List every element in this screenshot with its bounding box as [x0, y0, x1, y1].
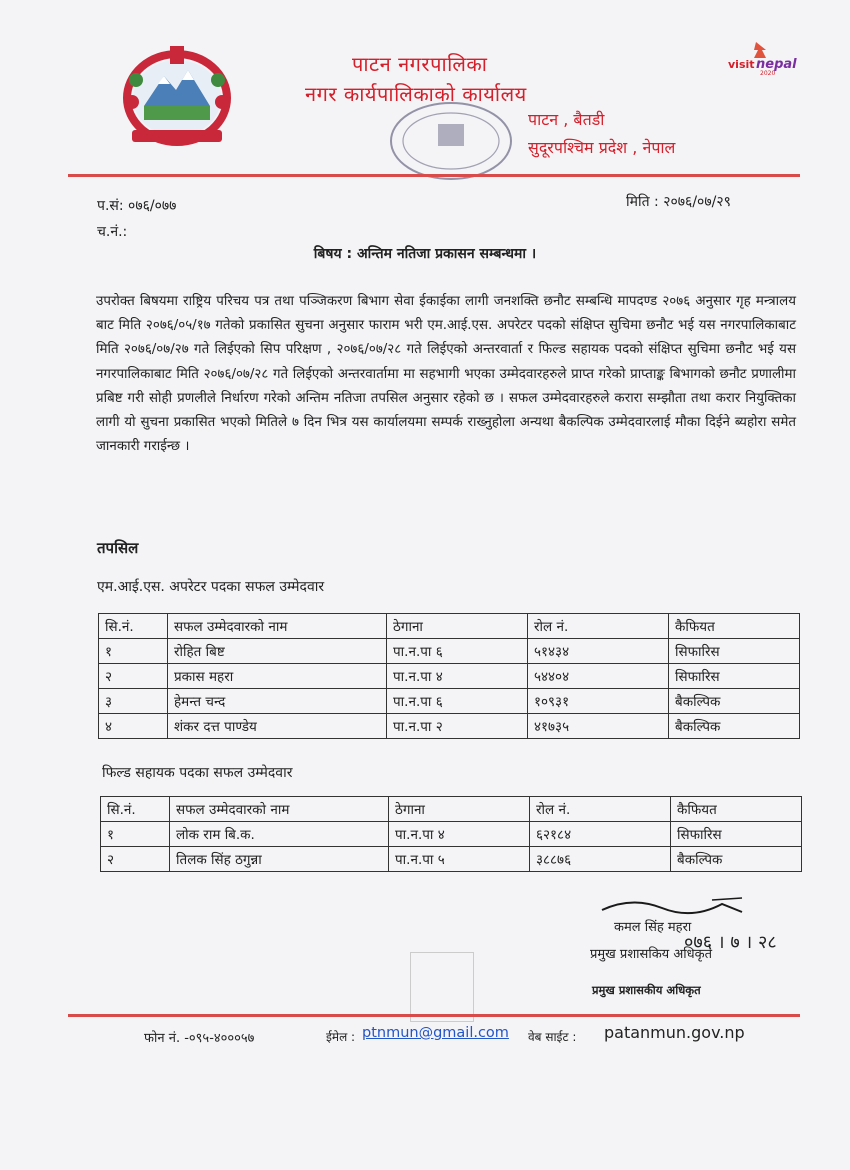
- office-province: सुदूरपश्चिम प्रदेश , नेपाल: [528, 138, 676, 157]
- signatory-name: कमल सिंह महरा: [614, 920, 692, 935]
- header-remarks: कैफियत: [669, 614, 800, 639]
- body-paragraph: उपरोक्त बिषयमा राष्ट्रिय परिचय पत्र तथा पञ्जिकरण बिभाग सेवा ईकाईका लागी जनशक्ति छनौट सम्बन्धि मापदण्ड २०७६ अनुसार गृह मन्त्रालय बाट मिति २०७६/०५/१७ गतेको प्रकासित सुचना अनुसार फाराम भरी एम.आई.एस. अपरेटर पदको संक्षिप्त सुचिमा छनौट भई यस नगरपालिकाबाट मिति २०७६/०७/२७ गते लिईएको सिप परिक्षण , २०७६/०७/२८ गते लिईएको अन्तरवार्ता र फिल्ड सहायक पदको संक्षिप्त सुचिमा छनौट भई यस नगरपालिकाबाट मिति २०७६/०७/२८ गते लिईएको अन्तरवार्तामा मा सहभागी भएका उम्मेदवारहरुले प्राप्त गरेको प्राप्ताङ्क बिभागको छनौट प्रणालीमा प्रबिष्ट गरी सोही प्रणलीले निर्धारण गरेको अन्तिम नतिजा तपसिल अनुसार रहेको छ । सफल उम्मेदवारहरुले करारा सम्झौता तथा करार नियुक्तिका लागी यो सुचना प्रकासित भएको मितिले ७ दिन भित्र यस कार्यालयमा सम्पर्क राख्नुहोला अन्यथा बैकल्पिक उम्मेदवारलाई मौका दिईने ब्यहोरा समेत जानकारी गराईन्छ ।: [96, 294, 796, 455]
- header-divider: [68, 174, 800, 177]
- header-roll: रोल नं.: [528, 614, 669, 639]
- cell-roll: ५४४०४: [528, 664, 669, 689]
- cell-address: पा.न.पा ४: [389, 822, 530, 847]
- nepal-emblem-icon: [114, 40, 240, 150]
- letter-date: मिति : २०७६/०७/२९: [626, 194, 731, 210]
- cell-roll: ५१४३४: [528, 639, 669, 664]
- field-assistant-section-title: फिल्ड सहायक पदका सफल उम्मेदवार: [102, 765, 293, 781]
- cell-serial: १: [99, 639, 168, 664]
- header-remarks: कैफियत: [671, 797, 802, 822]
- cell-address: पा.न.पा २: [387, 714, 528, 739]
- footer-email-link[interactable]: ptnmun@gmail.com: [362, 1025, 509, 1041]
- cell-remarks: बैकल्पिक: [669, 714, 800, 739]
- cell-remarks: बैकल्पिक: [671, 847, 802, 872]
- cell-name: तिलक सिंह ठगुन्ना: [170, 847, 389, 872]
- header-serial: सि.नं.: [101, 797, 170, 822]
- mis-operator-section-title: एम.आई.एस. अपरेटर पदका सफल उम्मेदवार: [97, 579, 325, 595]
- cell-roll: ४१७३५: [528, 714, 669, 739]
- cell-address: पा.न.पा ४: [387, 664, 528, 689]
- office-seal-stamp: [380, 96, 522, 186]
- cell-address: पा.न.पा ६: [387, 639, 528, 664]
- cell-name: हेमन्त चन्द: [168, 689, 387, 714]
- svg-text:2020: 2020: [760, 70, 776, 76]
- cell-remarks: बैकल्पिक: [669, 689, 800, 714]
- table-row: [99, 639, 800, 664]
- cell-name: लोक राम बि.क.: [170, 822, 389, 847]
- mis-operator-results-table: [98, 613, 800, 739]
- header-name: सफल उम्मेदवारको नाम: [168, 614, 387, 639]
- office-address: पाटन , बैतडी: [528, 110, 605, 129]
- cell-remarks: सिफारिस: [671, 822, 802, 847]
- cell-serial: २: [99, 664, 168, 689]
- subject-line: बिषय : अन्तिम नतिजा प्रकासन सम्बन्धमा ।: [313, 246, 537, 262]
- header-address: ठेगाना: [389, 797, 530, 822]
- office-name: नगर कार्यपालिकाको कार्यालय: [305, 82, 527, 106]
- footer-phone: फोन नं. -०९५-४०००५७: [144, 1031, 255, 1046]
- footer-website-link[interactable]: patanmun.gov.np: [604, 1023, 745, 1042]
- cell-name: रोहित बिष्ट: [168, 639, 387, 664]
- reference-number: प.सं: ०७६/०७७: [97, 198, 177, 214]
- table-row: [99, 689, 800, 714]
- header-roll: रोल नं.: [530, 797, 671, 822]
- svg-text:nepal: nepal: [756, 57, 797, 72]
- blank-stamp-box: [410, 952, 474, 1022]
- signatory-title-stamp: प्रमुख प्रशासकीय अधिकृत: [592, 983, 701, 997]
- footer-email-label: ईमेल :: [326, 1030, 356, 1044]
- cell-serial: ४: [99, 714, 168, 739]
- table-row: [99, 664, 800, 689]
- header-serial: सि.नं.: [99, 614, 168, 639]
- header-name: सफल उम्मेदवारको नाम: [170, 797, 389, 822]
- signatory-title: प्रमुख प्रशासकिय अधिकृत: [590, 947, 713, 962]
- table-row: [101, 847, 802, 872]
- footer-divider: [68, 1014, 800, 1017]
- signature-date: ०७६ । ७ । २८: [684, 932, 777, 953]
- details-heading: तपसिल: [97, 539, 139, 557]
- cell-address: पा.न.पा ५: [389, 847, 530, 872]
- footer-website-label: वेब साईट :: [528, 1030, 577, 1044]
- table-row: [101, 822, 802, 847]
- table-header-row: [99, 614, 800, 639]
- cell-roll: १०९३१: [528, 689, 669, 714]
- table-header-row: [101, 797, 802, 822]
- cell-roll: ३८८७६: [530, 847, 671, 872]
- cell-name: शंकर दत्त पाण्डेय: [168, 714, 387, 739]
- cell-serial: २: [101, 847, 170, 872]
- dispatch-number: च.नं.:: [97, 224, 128, 240]
- svg-text:visit: visit: [728, 58, 755, 71]
- header-address: ठेगाना: [387, 614, 528, 639]
- visit-nepal-2020-logo: [726, 40, 810, 76]
- org-name: पाटन नगरपालिका: [352, 52, 488, 76]
- cell-roll: ६२१८४: [530, 822, 671, 847]
- cell-serial: ३: [99, 689, 168, 714]
- cell-serial: १: [101, 822, 170, 847]
- cell-address: पा.न.पा ६: [387, 689, 528, 714]
- cell-remarks: सिफारिस: [669, 664, 800, 689]
- cell-remarks: सिफारिस: [669, 639, 800, 664]
- table-row: [99, 714, 800, 739]
- cell-name: प्रकास महरा: [168, 664, 387, 689]
- field-assistant-results-table: [100, 796, 802, 872]
